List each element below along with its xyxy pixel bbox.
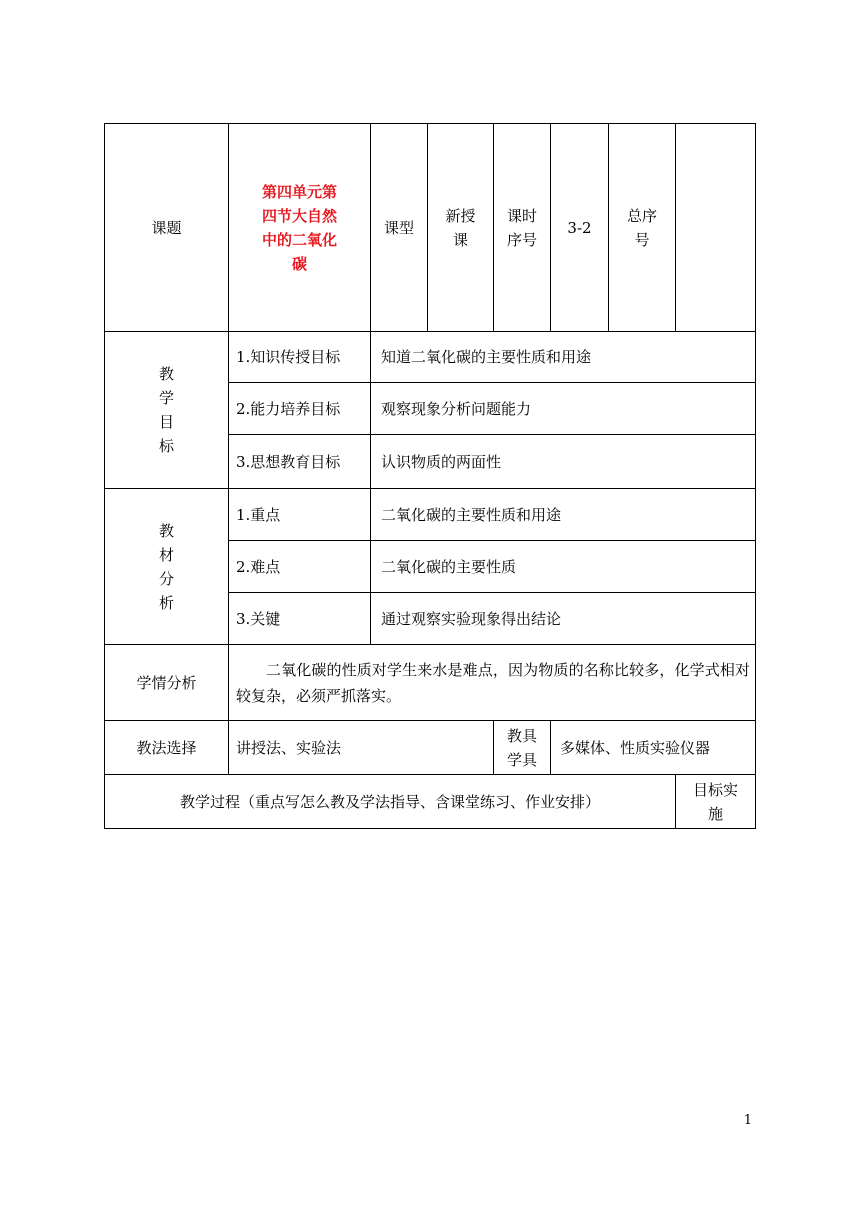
student-analysis-text: 二氧化碳的性质对学生来水是难点，因为物质的名称比较多，化学式相对较复杂，必须严抓落实。 bbox=[236, 660, 750, 705]
objective-ideology-name: 3.思想教育目标 bbox=[236, 452, 341, 471]
topic-title-line-2: 四节大自然 bbox=[261, 207, 337, 225]
analysis-label-char-3: 分 bbox=[158, 569, 174, 588]
objectives-label-char-3: 目 bbox=[158, 413, 174, 431]
total-number-value bbox=[676, 124, 755, 331]
total-number-label-line-2: 号 bbox=[634, 230, 650, 249]
analysis-label bbox=[105, 489, 228, 644]
target-implementation-label bbox=[676, 775, 755, 828]
lesson-number-value: 3-2 bbox=[567, 218, 592, 237]
tools-value: 多媒体、性质实验仪器 bbox=[560, 738, 711, 757]
method-value: 讲授法、实验法 bbox=[236, 738, 342, 757]
analysis-key-point-name: 1.重点 bbox=[236, 505, 281, 524]
analysis-crux-name: 3.关键 bbox=[236, 609, 281, 628]
lesson-type-label: 课型 bbox=[383, 218, 414, 237]
objective-knowledge-name: 1.知识传授目标 bbox=[236, 348, 341, 366]
lesson-type-value-line-1: 新授 bbox=[445, 206, 476, 225]
lesson-type-value-line-2: 课 bbox=[452, 230, 468, 249]
total-number-label bbox=[609, 124, 675, 331]
analysis-label-char-4: 析 bbox=[158, 593, 174, 612]
analysis-label-char-2: 材 bbox=[158, 545, 174, 564]
student-analysis-label: 学情分析 bbox=[136, 673, 197, 692]
topic-title-line-1: 第四单元第 bbox=[261, 183, 337, 201]
teaching-process-label: 教学过程（重点写怎么教及学法指导、含课堂练习、作业安排） bbox=[179, 792, 600, 811]
lesson-number-label-line-1: 课时 bbox=[506, 206, 537, 225]
objectives-label-char-4: 标 bbox=[158, 437, 174, 455]
target-implementation-line-2: 施 bbox=[707, 804, 723, 823]
total-number-label-line-1: 总序 bbox=[626, 206, 657, 225]
topic-title-line-3: 中的二氧化 bbox=[261, 231, 337, 249]
lesson-type-value bbox=[428, 124, 493, 331]
tools-label-line-1: 教具 bbox=[506, 726, 537, 745]
objectives-label-char-2: 学 bbox=[158, 389, 174, 407]
analysis-crux-value: 通过观察实验现象得出结论 bbox=[381, 609, 562, 628]
topic-title bbox=[229, 128, 370, 328]
lesson-number-label-line-2: 序号 bbox=[506, 230, 537, 249]
page-number: 1 bbox=[743, 1113, 752, 1128]
tools-label bbox=[494, 721, 550, 774]
objective-ideology-value: 认识物质的两面性 bbox=[381, 452, 502, 471]
method-label: 教法选择 bbox=[136, 738, 197, 757]
topic-title-line-4: 碳 bbox=[291, 255, 307, 273]
objective-ability-name: 2.能力培养目标 bbox=[236, 399, 341, 418]
analysis-label-char-1: 教 bbox=[158, 521, 174, 540]
objective-knowledge-value: 知道二氧化碳的主要性质和用途 bbox=[381, 348, 592, 366]
target-implementation-line-1: 目标实 bbox=[692, 780, 738, 799]
objectives-label bbox=[105, 332, 228, 488]
tools-label-line-2: 学具 bbox=[506, 750, 537, 769]
topic-label: 课题 bbox=[151, 218, 182, 237]
objective-ability-value: 观察现象分析问题能力 bbox=[381, 399, 532, 418]
lesson-number-label bbox=[494, 124, 550, 331]
analysis-difficulty-name: 2.难点 bbox=[236, 557, 281, 576]
analysis-key-point-value: 二氧化碳的主要性质和用途 bbox=[381, 505, 562, 524]
analysis-difficulty-value: 二氧化碳的主要性质 bbox=[381, 557, 517, 576]
objectives-label-char-1: 教 bbox=[158, 365, 174, 383]
